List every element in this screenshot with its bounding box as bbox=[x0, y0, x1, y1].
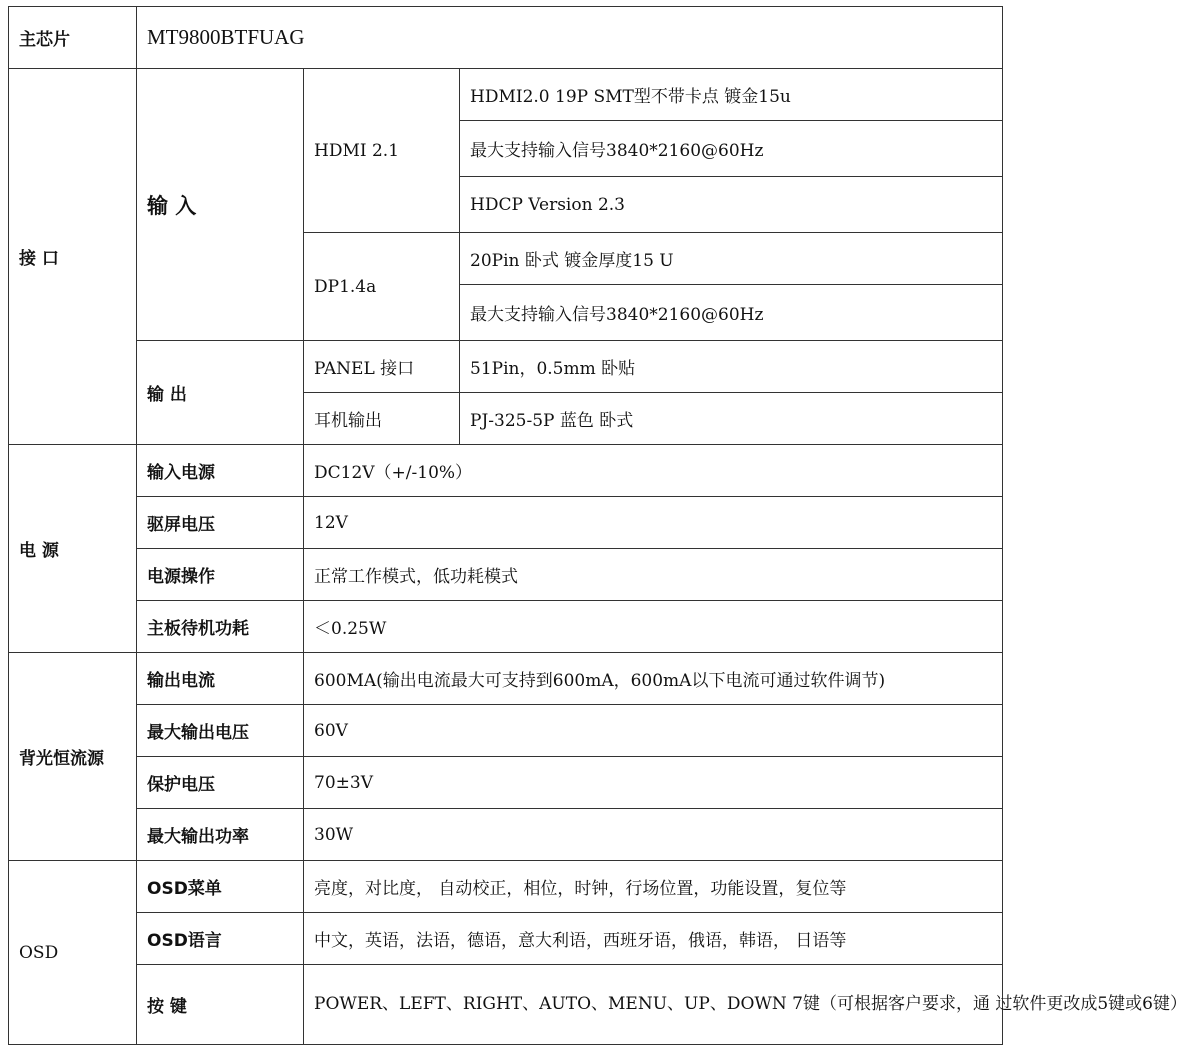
power-item-name: 主板待机功耗 bbox=[137, 601, 304, 653]
osd-label: OSD bbox=[9, 861, 137, 1045]
power-item-name: 输入电源 bbox=[137, 445, 304, 497]
chip-label: 主芯片 bbox=[9, 7, 137, 69]
backlight-row bbox=[9, 757, 1003, 809]
power-row bbox=[9, 601, 1003, 653]
backlight-item-name: 最大输出功率 bbox=[137, 809, 304, 861]
osd-item-name: 按 键 bbox=[137, 965, 304, 1045]
osd-row bbox=[9, 965, 1003, 1045]
output-row bbox=[9, 341, 1003, 393]
hdmi-spec-connector: HDMI2.0 19P SMT型不带卡点 镀金15u bbox=[460, 69, 1003, 121]
backlight-row bbox=[9, 809, 1003, 861]
chip-value: MT9800BTFUAG bbox=[137, 7, 1003, 69]
chip-row bbox=[9, 7, 1003, 69]
power-item-name: 电源操作 bbox=[137, 549, 304, 601]
backlight-item-value: 60V bbox=[304, 705, 1003, 757]
osd-item-value: 中文，英语，法语，德语，意大利语，西班牙语，俄语，韩语， 日语等 bbox=[304, 913, 1003, 965]
output-name: PANEL 接口 bbox=[304, 341, 460, 393]
hdmi-name: HDMI 2.1 bbox=[304, 69, 460, 233]
spec-table bbox=[8, 6, 1187, 1045]
hdmi-spec-hdcp: HDCP Version 2.3 bbox=[460, 177, 1003, 233]
backlight-item-value: 70±3V bbox=[304, 757, 1003, 809]
output-name: 耳机输出 bbox=[304, 393, 460, 445]
power-row bbox=[9, 497, 1003, 549]
dp-spec-connector: 20Pin 卧式 镀金厚度15 U bbox=[460, 233, 1003, 285]
dp-name: DP1.4a bbox=[304, 233, 460, 341]
osd-item-name: OSD菜单 bbox=[137, 861, 304, 913]
osd-row bbox=[9, 861, 1003, 913]
osd-item-name: OSD语言 bbox=[137, 913, 304, 965]
osd-item-value: POWER、LEFT、RIGHT、AUTO、MENU、UP、DOWN 7键（可根据客户要求，通 过软件更改成5键或6键） bbox=[304, 965, 1003, 1045]
input-label: 输 入 bbox=[137, 69, 304, 341]
power-row bbox=[9, 549, 1003, 601]
backlight-item-value: 30W bbox=[304, 809, 1003, 861]
power-item-value: 正常工作模式，低功耗模式 bbox=[304, 549, 1003, 601]
interface-label: 接 口 bbox=[9, 69, 137, 445]
power-label: 电 源 bbox=[9, 445, 137, 653]
backlight-item-name: 保护电压 bbox=[137, 757, 304, 809]
backlight-label: 背光恒流源 bbox=[9, 653, 137, 861]
power-row bbox=[9, 445, 1003, 497]
osd-item-value: 亮度，对比度， 自动校正，相位，时钟，行场位置，功能设置，复位等 bbox=[304, 861, 1003, 913]
power-item-value: DC12V（+/-10%） bbox=[304, 445, 1003, 497]
osd-row bbox=[9, 913, 1003, 965]
backlight-item-name: 最大输出电压 bbox=[137, 705, 304, 757]
dp-spec-max-signal: 最大支持输入信号3840*2160@60Hz bbox=[460, 285, 1003, 341]
backlight-item-name: 输出电流 bbox=[137, 653, 304, 705]
power-item-value: ＜0.25W bbox=[304, 601, 1003, 653]
output-value: 51Pin，0.5mm 卧贴 bbox=[460, 341, 1003, 393]
backlight-item-value: 600MA(输出电流最大可支持到600mA，600mA以下电流可通过软件调节) bbox=[304, 653, 1003, 705]
backlight-row bbox=[9, 653, 1003, 705]
backlight-row bbox=[9, 705, 1003, 757]
output-label: 输 出 bbox=[137, 341, 304, 445]
hdmi-spec-max-signal: 最大支持输入信号3840*2160@60Hz bbox=[460, 121, 1003, 177]
hdmi-spec-row bbox=[9, 69, 1003, 121]
power-item-name: 驱屏电压 bbox=[137, 497, 304, 549]
output-value: PJ-325-5P 蓝色 卧式 bbox=[460, 393, 1003, 445]
power-item-value: 12V bbox=[304, 497, 1003, 549]
